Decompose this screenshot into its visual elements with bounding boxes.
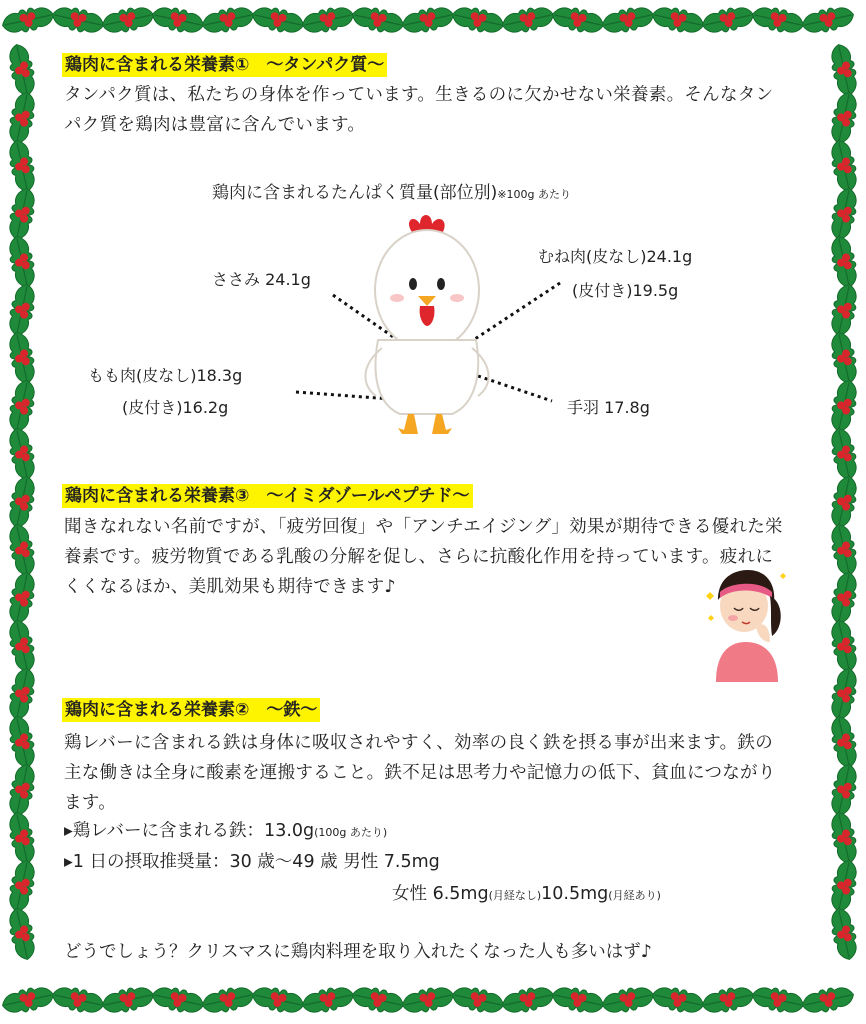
iron-content-line [64,817,387,847]
female-intake-note2: (月経あり) [608,889,661,902]
section2-body: 鶏レバーに含まれる鉄は身体に吸収されやすく、効率の良く鉄を摂る事が出来ます。鉄の主な働きは全身に酸素を運搬すること。鉄不足は思考力や記憶力の低下、貧血につながります。 [64,733,776,813]
label-momo-skin: (皮付き)16.2g [122,398,229,417]
section1-body: タンパク質は、私たちの身体を作っています。生きるのに欠かせない栄養素。そんなタンパク質を鶏肉は豊富に含んでいます。 [64,85,774,135]
female-intake-value: 女性 6.5mg [392,884,489,904]
iron-content-note: (100g あたり) [314,826,388,839]
section3-body: 聞きなれない名前ですが、「疲労回復」や「アンチエイジング」効果が期待できる優れた栄養素です。疲労物質である乳酸の分解を促し、さらに抗酸化作用を持っています。疲れにくくなるほか、美肌効果も期待できます♪ [64,517,783,597]
iron-content: ▸鶏レバーに含まれる鉄：13.0g [64,821,315,841]
female-intake-value2: 10.5mg [541,884,609,904]
label-mune-skin: (皮付き)19.5g [572,281,679,300]
label-momo-skinless: もも肉(皮なし)18.3g [88,366,243,385]
intake-line-female [392,880,661,910]
label-mune-skinless: むね肉(皮なし)24.1g [538,247,693,266]
section1-heading: 鶏肉に含まれる栄養素① ～タンパク質～ [62,53,387,77]
intake-line-male: ▸1 日の摂取推奨量：30 歳～49 歳 男性 7.5mg [64,852,440,872]
female-intake-note1: (月経なし) [488,889,542,902]
label-sasami: ささみ 24.1g [212,270,311,289]
chicken-icon [365,215,488,434]
woman-illustration [700,566,790,682]
closing-text: どうでしょう？クリスマスに鶏肉料理を取り入れたくなった人も多いはず♪ [64,942,652,962]
section3-heading: 鶏肉に含まれる栄養素③ ～イミダゾールペプチド～ [62,484,473,508]
protein-note: ※100g あたり [497,188,571,201]
protein-title-text: 鶏肉に含まれるたんぱく質量(部位別) [212,183,498,203]
section2-heading: 鶏肉に含まれる栄養素② ～鉄～ [62,698,320,722]
label-teba: 手羽 17.8g [567,398,650,417]
